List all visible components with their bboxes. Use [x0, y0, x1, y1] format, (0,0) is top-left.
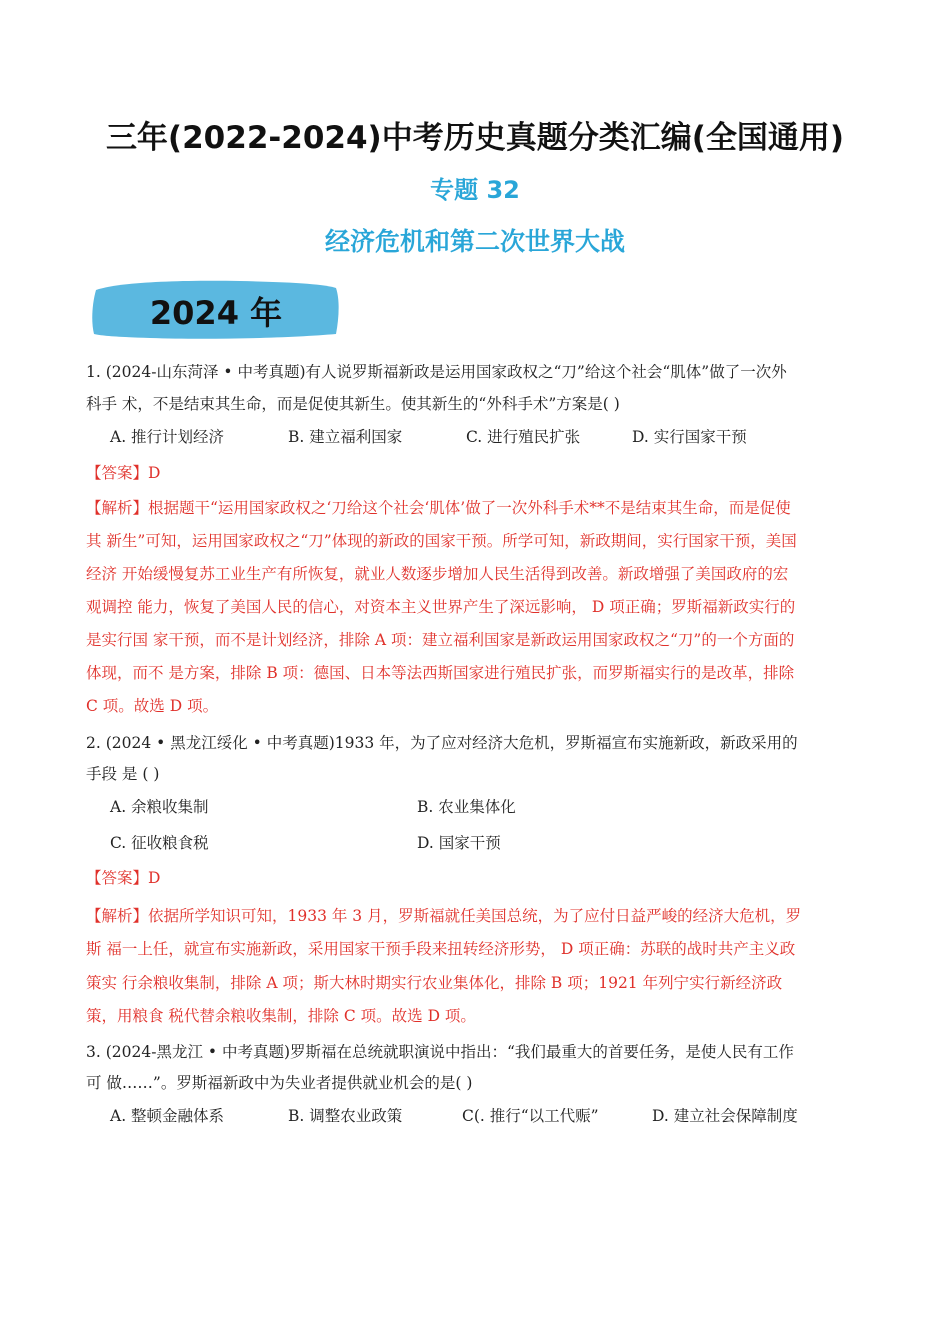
q1-analysis-line-6: 体现，而不 是方案，排除 B 项：德国、日本等法西斯国家进行殖民扩张，而罗斯福实行的是改革，排除: [86, 664, 795, 682]
q2-analysis-line-1: 【解析】依据所学知识可知，1933 年 3 月，罗斯福就任美国总统，为了应付日益严峻的经济大危机，罗: [86, 907, 802, 925]
q1-analysis-line-2: 其 新生”可知，运用国家政权之“刀”体现的新政的国家干预。所学可知，新政期间，实行国家干预，美国: [86, 532, 797, 550]
q3-option-b: B. 调整农业政策: [288, 1107, 403, 1125]
q1-analysis-line-5: 是实行国 家干预，而不是计划经济，排除 A 项：建立福利国家是新政运用国家政权之“刀”的一个方面的: [86, 631, 795, 649]
q2-analysis-line-2: 斯 福一上任，就宣布实施新政，采用国家干预手段来扭转经济形势， D 项正确：苏联的战时共产主义政: [86, 940, 796, 958]
q1-option-d: D. 实行国家干预: [632, 428, 747, 446]
q2-analysis-line-4: 策，用粮食 税代替余粮收集制，排除 C 项。故选 D 项。: [86, 1007, 476, 1025]
q2-analysis-line-3: 策实 行余粮收集制，排除 A 项；斯大林时期实行农业集体化，排除 B 项；1921 年列宁实行新经济政: [86, 974, 783, 992]
q1-analysis-line-4: 观调控 能力，恢复了美国人民的信心，对资本主义世界产生了深远影响， D 项正确；罗斯福新政实行的: [86, 598, 796, 616]
q3-stem-line-2: 可 做……”。罗斯福新政中为失业者提供就业机会的是( ): [86, 1074, 473, 1092]
q3-option-a: A. 整顿金融体系: [110, 1107, 225, 1125]
q2-answer: 【答案】D: [86, 869, 161, 887]
q1-stem-line-2: 科手 术，不是结束其生命，而是促使其新生。使其新生的“外科手术”方案是( ): [86, 395, 620, 413]
q3-stem-line-1: 3. (2024-黑龙江 • 中考真题)罗斯福在总统就职演说中指出：“我们最重大的首要任务，是使人民有工作: [86, 1043, 794, 1061]
q1-option-a: A. 推行计划经济: [110, 428, 225, 446]
q3-option-c: C(. 推行“以工代赈”: [462, 1107, 599, 1125]
topic-subject: 经济危机和第二次世界大战: [324, 227, 625, 256]
main-title: 三年(2022-2024)中考历史真题分类汇编(全国通用): [105, 120, 845, 156]
q2-option-c: C. 征收粮食税: [110, 834, 209, 852]
q1-analysis-line-3: 经济 开始缓慢复苏工业生产有所恢复，就业人数逐步增加人民生活得到改善。新政增强了美国政府的宏: [86, 565, 789, 583]
q2-option-b: B. 农业集体化: [417, 798, 516, 816]
q1-option-b: B. 建立福利国家: [288, 428, 403, 446]
q1-stem-line-1: 1. (2024-山东菏泽 • 中考真题)有人说罗斯福新政是运用国家政权之“刀”给这个社会“肌体”做了一次外: [86, 363, 787, 381]
topic-number: 专题 32: [430, 176, 520, 204]
q2-option-d: D. 国家干预: [417, 834, 501, 852]
year-banner: [90, 278, 336, 342]
q1-answer: 【答案】D: [86, 464, 161, 482]
q2-stem-line-1: 2. (2024 • 黑龙江绥化 • 中考真题)1933 年，为了应对经济大危机，罗斯福宣布实施新政，新政采用的: [86, 734, 798, 752]
q2-option-a: A. 余粮收集制: [110, 798, 209, 816]
q2-stem-line-2: 手段 是 ( ): [86, 765, 160, 783]
year-label: 2024 年: [149, 294, 283, 332]
q1-analysis-line-1: 【解析】根据题干“运用国家政权之‘刀给这个社会‘肌体’做了一次外科手术**不是结束其生命，而是促使: [86, 499, 791, 517]
q3-option-d: D. 建立社会保障制度: [652, 1107, 798, 1125]
q1-option-c: C. 进行殖民扩张: [466, 428, 581, 446]
q1-analysis-line-7: C 项。故选 D 项。: [86, 697, 219, 715]
